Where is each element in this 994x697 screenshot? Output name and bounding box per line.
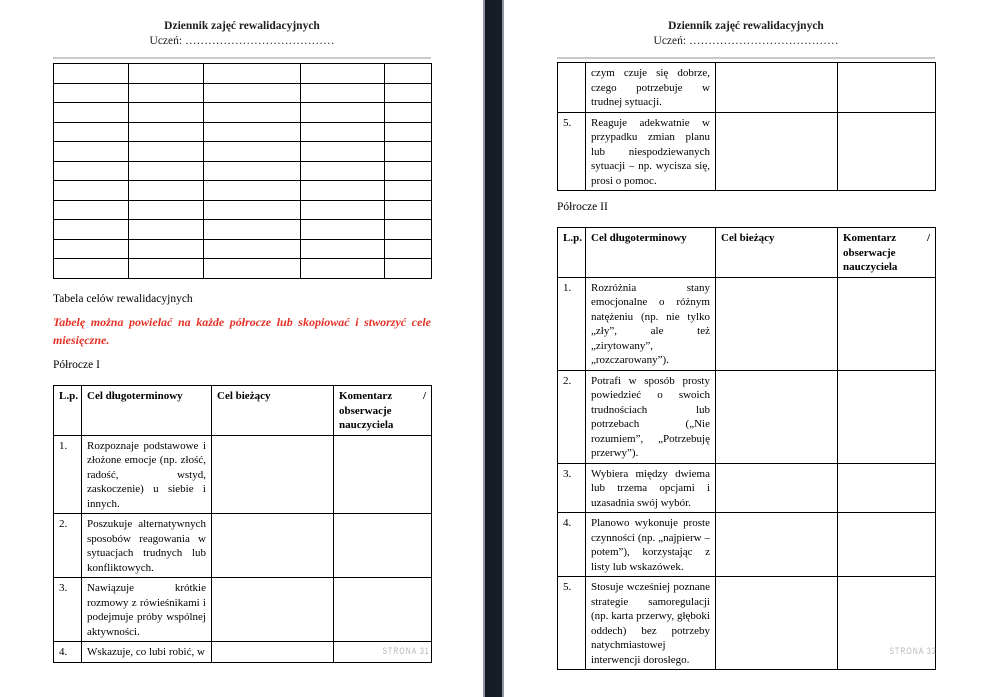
blank-grid-row bbox=[54, 103, 432, 123]
blank-grid-cell bbox=[54, 200, 129, 220]
table-row bbox=[558, 513, 936, 577]
blank-grid-cell bbox=[129, 220, 204, 240]
page-32-content bbox=[557, 0, 935, 670]
header-lp: L.p. bbox=[54, 386, 82, 436]
comment-cell bbox=[838, 513, 936, 577]
table-row bbox=[54, 435, 432, 514]
row-number: 3. bbox=[558, 463, 586, 513]
blank-grid-cell bbox=[385, 200, 432, 220]
comment-cell bbox=[838, 277, 936, 370]
current-goal-cell bbox=[212, 578, 334, 642]
blank-grid-cell bbox=[204, 103, 301, 123]
long-term-goal-cell: Rozpoznaje podstawowe i złożone emocje (np. złość, radość, wstyd, zaskoczenie) u siebie i innych. bbox=[82, 435, 212, 514]
blank-grid-cell bbox=[204, 142, 301, 162]
blank-grid-cell bbox=[385, 259, 432, 279]
long-term-goal-cell: Wybiera między dwiema lub trzema opcjami i uzasadnia swój wybór. bbox=[586, 463, 716, 513]
blank-grid-cell bbox=[54, 64, 129, 84]
table-row bbox=[54, 578, 432, 642]
row-number: 1. bbox=[558, 277, 586, 370]
page-31-content bbox=[53, 0, 431, 663]
row-number bbox=[558, 63, 586, 113]
header-current-goal: Cel bieżący bbox=[212, 386, 334, 436]
blank-grid-row bbox=[54, 259, 432, 279]
blank-grid-cell bbox=[204, 161, 301, 181]
blank-grid-row bbox=[54, 200, 432, 220]
blank-grid-cell bbox=[204, 200, 301, 220]
long-term-goal-cell: Poszukuje alternatywnych sposobów reagowania w sytuacjach trudnych lub konfliktowych. bbox=[82, 514, 212, 578]
long-term-goal-cell: Planowo wykonuje proste czynności (np. „najpierw – potem”), korzystając z listy lub wskazówek. bbox=[586, 513, 716, 577]
table-row bbox=[558, 112, 936, 191]
page-gutter-divider bbox=[483, 0, 504, 697]
blank-grid-cell bbox=[129, 83, 204, 103]
header-long-term-goal: Cel długoterminowy bbox=[586, 228, 716, 278]
long-term-goal-cell: Wskazuje, co lubi robić, w bbox=[82, 642, 212, 663]
blank-grid-cell bbox=[301, 64, 385, 84]
table-caption: Tabela celów rewalidacyjnych bbox=[53, 293, 193, 305]
blank-grid-cell bbox=[129, 259, 204, 279]
long-term-goal-cell: Nawiązuje krótkie rozmowy z rówieśnikami i podejmuje próby wspólnej aktywności. bbox=[82, 578, 212, 642]
blank-grid-cell bbox=[385, 161, 432, 181]
blank-grid-cell bbox=[54, 83, 129, 103]
row-number: 2. bbox=[558, 370, 586, 463]
blank-grid-row bbox=[54, 83, 432, 103]
current-goal-cell bbox=[716, 370, 838, 463]
goals-table-semester-2 bbox=[557, 227, 936, 670]
comment-cell bbox=[838, 370, 936, 463]
table-row bbox=[558, 277, 936, 370]
blank-grid-cell bbox=[129, 64, 204, 84]
current-goal-cell bbox=[716, 513, 838, 577]
comment-cell bbox=[334, 514, 432, 578]
blank-grid-cell bbox=[385, 181, 432, 201]
blank-grid-cell bbox=[54, 161, 129, 181]
blank-grid-cell bbox=[54, 220, 129, 240]
comment-cell bbox=[838, 112, 936, 191]
blank-grid-cell bbox=[129, 239, 204, 259]
blank-grid-cell bbox=[54, 259, 129, 279]
student-name-line: Uczeń: ………………………………… bbox=[653, 35, 839, 47]
page-number-footer: STRONA 32 bbox=[889, 646, 937, 657]
blank-grid-cell bbox=[301, 103, 385, 123]
blank-grid-table bbox=[53, 63, 432, 279]
table-row bbox=[54, 514, 432, 578]
blank-grid-row bbox=[54, 220, 432, 240]
blank-grid-cell bbox=[301, 142, 385, 162]
row-number: 4. bbox=[54, 642, 82, 663]
blank-grid-cell bbox=[54, 142, 129, 162]
blank-grid-cell bbox=[301, 239, 385, 259]
blank-grid-cell bbox=[301, 83, 385, 103]
blank-grid-cell bbox=[385, 220, 432, 240]
comment-cell bbox=[334, 435, 432, 514]
blank-grid-cell bbox=[301, 161, 385, 181]
current-goal-cell bbox=[212, 435, 334, 514]
blank-grid-cell bbox=[129, 142, 204, 162]
row-number: 1. bbox=[54, 435, 82, 514]
header-rule bbox=[53, 57, 431, 59]
table-row bbox=[558, 370, 936, 463]
long-term-goal-cell: Reaguje adekwatnie w przypadku zmian planu lub niespodziewanych sytuacji – np. wycisza się, prosi o pomoc. bbox=[586, 112, 716, 191]
blank-grid-row bbox=[54, 122, 432, 142]
section-title-semester-2: Półrocze II bbox=[557, 201, 608, 213]
header-rule bbox=[557, 57, 935, 59]
red-note: Tabelę można powielać na każde półrocze lub skopiować i stworzyć cele miesięczne. bbox=[53, 315, 431, 347]
blank-grid-cell bbox=[129, 181, 204, 201]
header-lp: L.p. bbox=[558, 228, 586, 278]
blank-grid-row bbox=[54, 181, 432, 201]
document-title: Dziennik zajęć rewalidacyjnych bbox=[164, 20, 320, 32]
blank-grid-cell bbox=[204, 259, 301, 279]
goals-table-semester-1 bbox=[53, 385, 432, 663]
blank-grid-row bbox=[54, 239, 432, 259]
blank-grid-row bbox=[54, 64, 432, 84]
current-goal-cell bbox=[212, 642, 334, 663]
blank-grid-cell bbox=[204, 181, 301, 201]
blank-grid-cell bbox=[54, 181, 129, 201]
page-31 bbox=[0, 0, 483, 697]
blank-grid-cell bbox=[54, 103, 129, 123]
table-row bbox=[558, 63, 936, 113]
goals-table-semester-1-continued bbox=[557, 62, 936, 191]
section-title-semester-1: Półrocze I bbox=[53, 359, 100, 371]
table-row bbox=[558, 577, 936, 670]
blank-grid-cell bbox=[385, 83, 432, 103]
blank-grid-cell bbox=[385, 103, 432, 123]
document-title: Dziennik zajęć rewalidacyjnych bbox=[668, 20, 824, 32]
current-goal-cell bbox=[716, 577, 838, 670]
current-goal-cell bbox=[212, 514, 334, 578]
blank-grid-cell bbox=[129, 200, 204, 220]
blank-grid-cell bbox=[204, 239, 301, 259]
blank-grid-cell bbox=[301, 220, 385, 240]
blank-grid-row bbox=[54, 142, 432, 162]
header-current-goal: Cel bieżący bbox=[716, 228, 838, 278]
blank-grid-cell bbox=[385, 64, 432, 84]
row-number: 4. bbox=[558, 513, 586, 577]
header-row bbox=[54, 386, 432, 436]
blank-grid-cell bbox=[129, 103, 204, 123]
blank-grid-cell bbox=[301, 259, 385, 279]
student-name-line: Uczeń: ………………………………… bbox=[149, 35, 335, 47]
current-goal-cell bbox=[716, 463, 838, 513]
blank-grid-cell bbox=[204, 64, 301, 84]
blank-grid-body bbox=[54, 64, 432, 279]
long-term-goal-cell: Rozróżnia stany emocjonalne o różnym natężeniu (np. nie tylko „zły”, ale też „zirytowany”, „rozczarowany”). bbox=[586, 277, 716, 370]
row-number: 5. bbox=[558, 112, 586, 191]
table-row bbox=[558, 463, 936, 513]
blank-grid-row bbox=[54, 161, 432, 181]
blank-grid-cell bbox=[129, 161, 204, 181]
comment-cell bbox=[334, 578, 432, 642]
comment-cell bbox=[838, 63, 936, 113]
blank-grid-cell bbox=[301, 200, 385, 220]
blank-grid-cell bbox=[204, 122, 301, 142]
row-number: 3. bbox=[54, 578, 82, 642]
long-term-goal-cell: Potrafi w sposób prosty powiedzieć o swoich trudnościach lub potrzebach („Nie rozumiem”, „Potrzebuję przerwy”). bbox=[586, 370, 716, 463]
blank-grid-cell bbox=[301, 181, 385, 201]
header-teacher-comment: Komentarz / obserwacje nauczyciela bbox=[334, 386, 432, 436]
page-number-footer: STRONA 31 bbox=[382, 646, 430, 657]
blank-grid-cell bbox=[385, 239, 432, 259]
row-number: 2. bbox=[54, 514, 82, 578]
blank-grid-cell bbox=[204, 83, 301, 103]
blank-grid-cell bbox=[204, 220, 301, 240]
blank-grid-cell bbox=[54, 239, 129, 259]
current-goal-cell bbox=[716, 277, 838, 370]
row-number: 5. bbox=[558, 577, 586, 670]
long-term-goal-cell: czym czuje się dobrze, czego potrzebuje w trudnej sytuacji. bbox=[586, 63, 716, 113]
current-goal-cell bbox=[716, 63, 838, 113]
blank-grid-cell bbox=[54, 122, 129, 142]
comment-cell bbox=[838, 463, 936, 513]
header-teacher-comment: Komentarz / obserwacje nauczyciela bbox=[838, 228, 936, 278]
header-long-term-goal: Cel długoterminowy bbox=[82, 386, 212, 436]
current-goal-cell bbox=[716, 112, 838, 191]
blank-grid-cell bbox=[385, 122, 432, 142]
long-term-goal-cell: Stosuje wcześniej poznane strategie samoregulacji (np. karta przerwy, głęboki oddech) bez potrzeby natychmiastowej interwencji dorosłego. bbox=[586, 577, 716, 670]
page-32 bbox=[504, 0, 994, 697]
table-row bbox=[54, 642, 432, 663]
blank-grid-cell bbox=[301, 122, 385, 142]
blank-grid-cell bbox=[129, 122, 204, 142]
blank-grid-cell bbox=[385, 142, 432, 162]
header-row bbox=[558, 228, 936, 278]
